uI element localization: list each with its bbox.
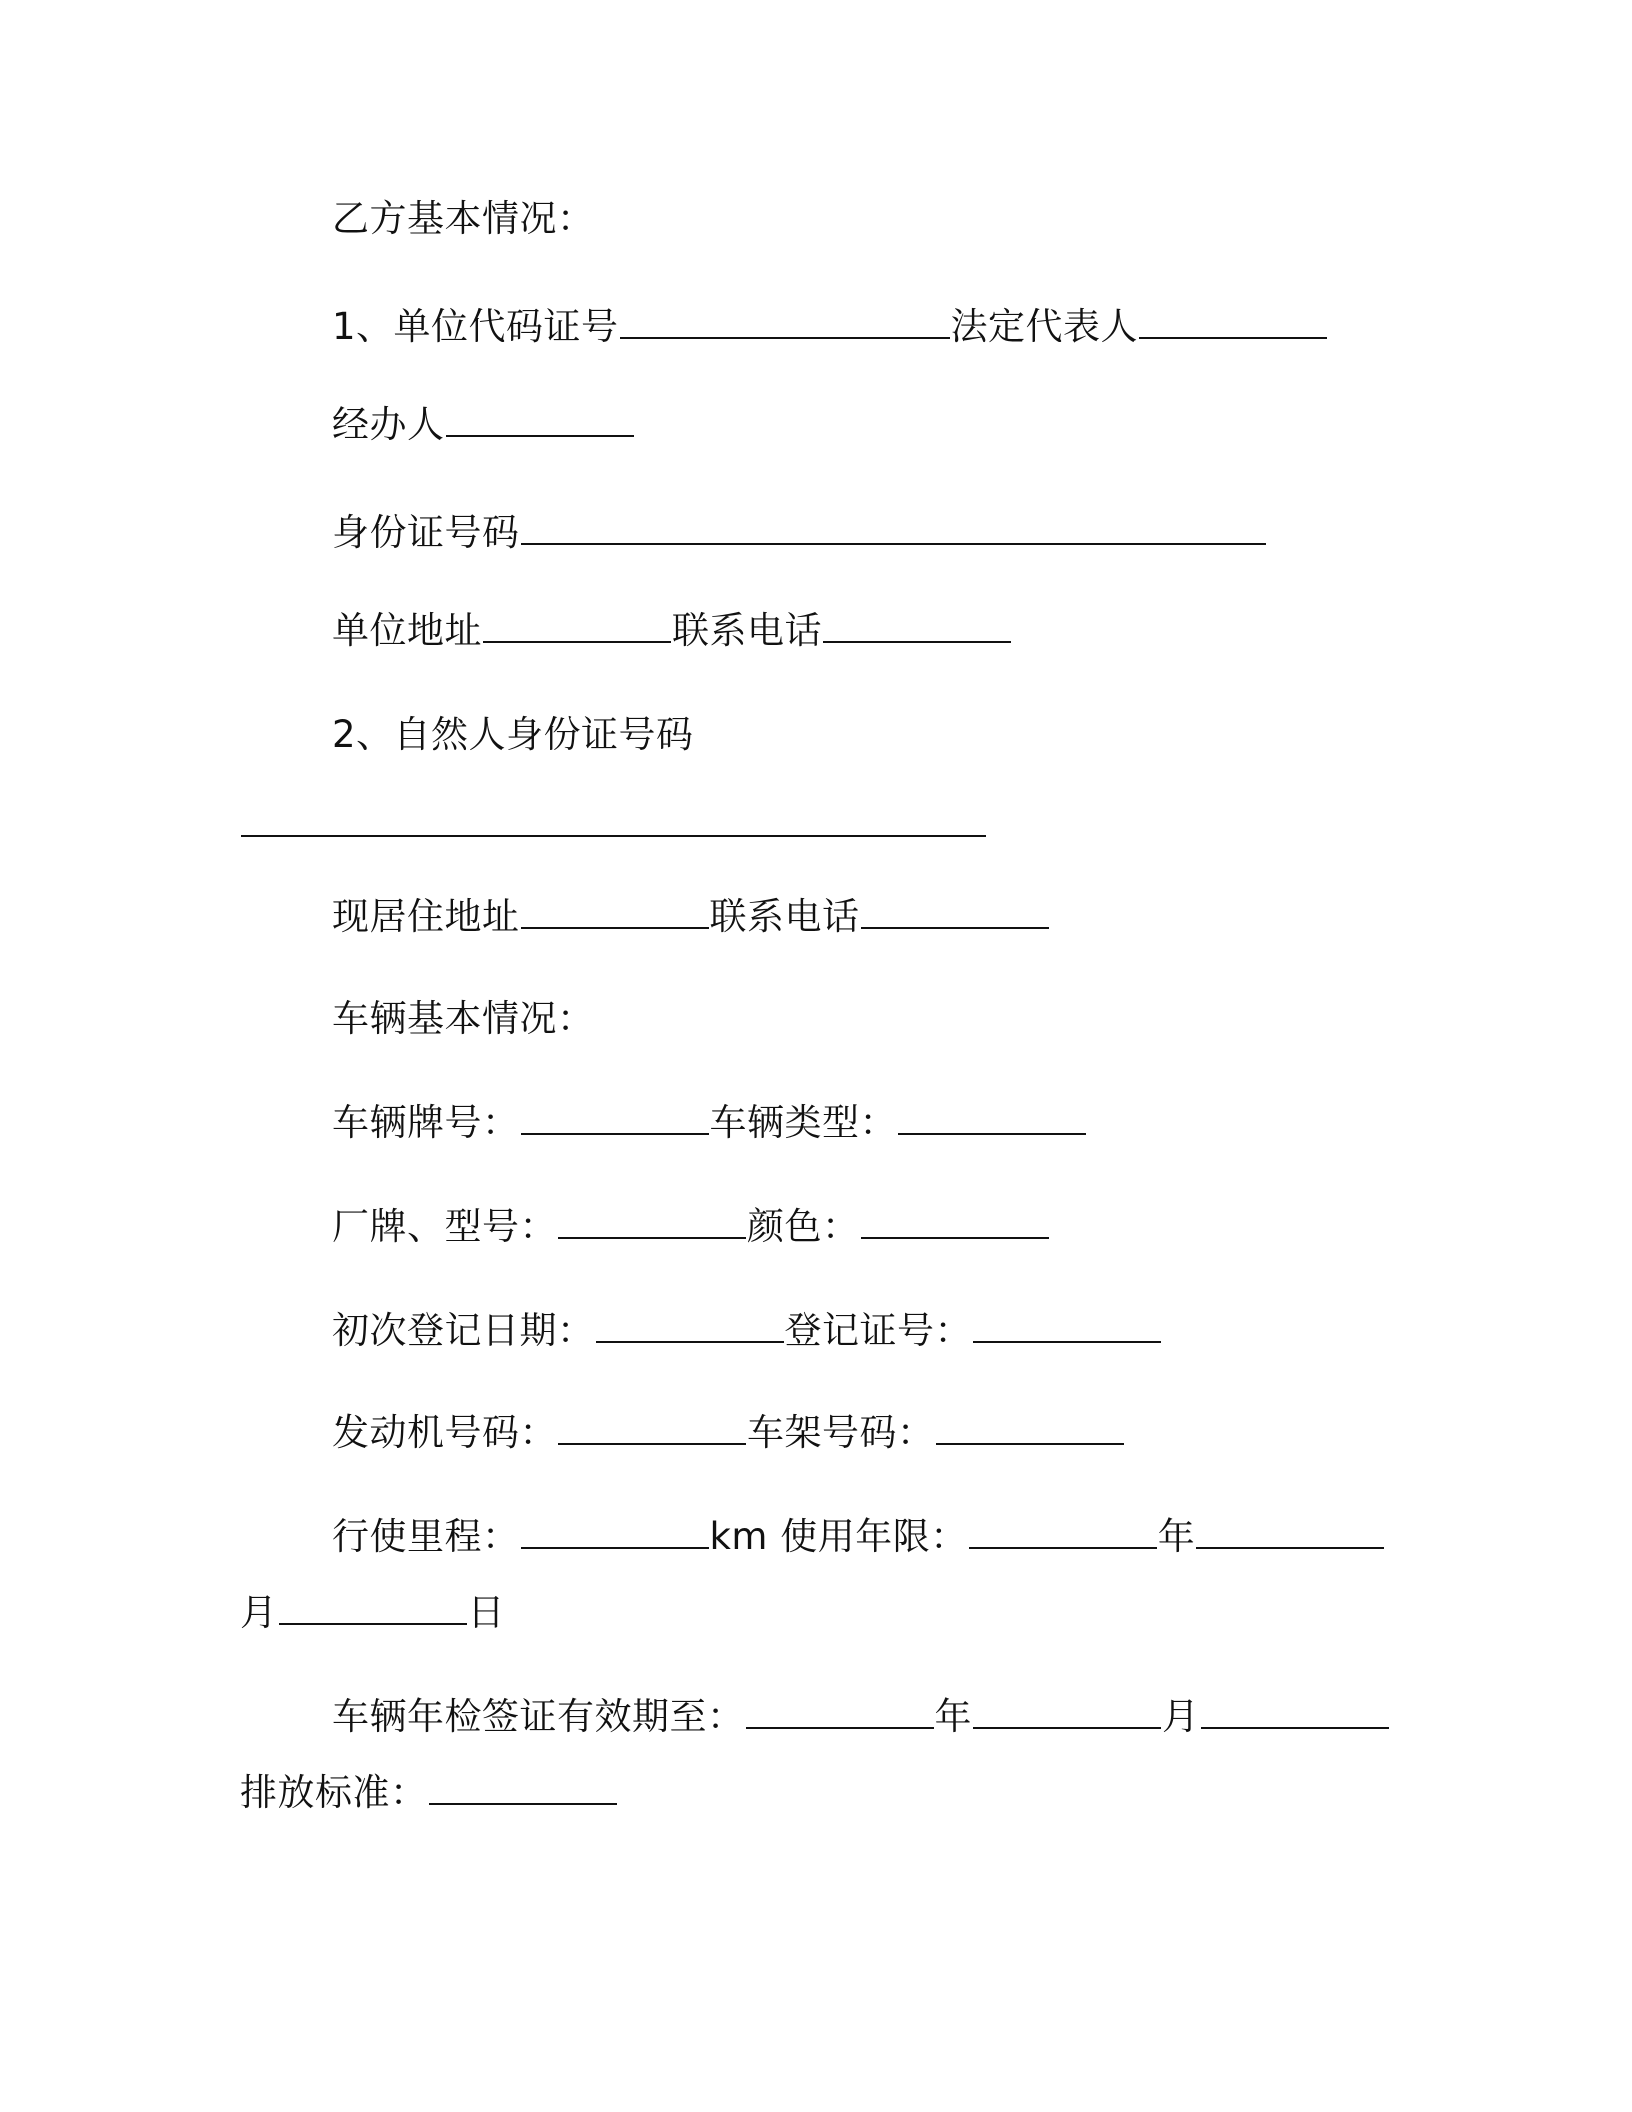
legal-rep-blank[interactable] [1139,336,1327,339]
inspection-year-blank[interactable] [746,1726,934,1729]
phone-label-2: 联系电话 [709,895,860,938]
mileage-unit: km [709,1515,768,1558]
mileage-label: 行使里程： [332,1515,520,1558]
emission-label: 排放标准： [240,1771,428,1814]
natural-person-row [332,713,694,756]
phone-blank[interactable] [823,640,1011,643]
reg-cert-blank[interactable] [973,1340,1161,1343]
first-reg-label: 初次登记日期： [332,1309,595,1352]
vehicle-heading [332,997,595,1040]
plate-label: 车辆牌号： [332,1101,520,1144]
frame-blank[interactable] [936,1442,1124,1445]
natural-person-label: 2、自然人身份证号码 [332,713,694,756]
mileage-blank[interactable] [521,1546,709,1549]
phone-label: 联系电话 [672,609,822,652]
id-label: 身份证号码 [332,511,520,554]
first-reg-row [332,1309,1162,1352]
color-label: 颜色： [747,1205,860,1248]
residence-label: 现居住地址 [332,895,520,938]
inspection-month-blank[interactable] [973,1726,1161,1729]
agent-label: 经办人 [332,403,445,446]
use-years-day-blank[interactable] [279,1622,467,1625]
use-years-month-blank[interactable] [1196,1546,1384,1549]
org-code-blank[interactable] [620,336,950,339]
type-label: 车辆类型： [709,1101,897,1144]
agent-row [332,403,635,446]
reg-cert-label: 登记证号： [784,1309,972,1352]
mileage-row [332,1515,1385,1558]
plate-row [332,1101,1087,1144]
inspection-year-label: 年 [934,1695,972,1738]
org-code-label: 1、单位代码证号 [332,305,619,348]
engine-row [332,1411,1125,1454]
unit-address-blank[interactable] [483,640,671,643]
residence-row [332,895,1050,938]
inspection-label: 车辆年检签证有效期至： [332,1695,745,1738]
legal-rep-label: 法定代表人 [950,305,1139,348]
mileage-row-cont [240,1591,505,1634]
inspection-day-blank[interactable] [1201,1726,1389,1729]
first-reg-blank[interactable] [596,1340,784,1343]
day-label: 日 [467,1591,505,1634]
frame-label: 车架号码： [747,1411,935,1454]
natural-person-id-row [240,806,987,843]
brand-blank[interactable] [558,1236,746,1239]
unit-address-label: 单位地址 [332,609,482,652]
phone-blank-2[interactable] [861,926,1049,929]
use-years-year-blank[interactable] [969,1546,1157,1549]
inspection-row [332,1695,1390,1738]
plate-blank[interactable] [521,1132,709,1135]
party-b-heading-text: 乙方基本情况： [332,197,595,240]
id-row [332,511,1267,554]
emission-row [240,1771,618,1814]
year-label: 年 [1157,1515,1196,1558]
id-blank[interactable] [521,542,1266,545]
residence-blank[interactable] [521,926,709,929]
type-blank[interactable] [898,1132,1086,1135]
inspection-month-label: 月 [1162,1695,1200,1738]
unit-address-row [332,609,1012,652]
month-label: 月 [240,1591,278,1634]
vehicle-heading-text: 车辆基本情况： [332,997,595,1040]
natural-person-id-blank[interactable] [241,834,986,837]
brand-label: 厂牌、型号： [332,1205,557,1248]
engine-blank[interactable] [558,1442,746,1445]
brand-row [332,1205,1050,1248]
use-years-label: 使用年限： [780,1515,968,1558]
emission-blank[interactable] [429,1802,617,1805]
party-b-heading [332,197,595,240]
agent-blank[interactable] [446,434,634,437]
engine-label: 发动机号码： [332,1411,557,1454]
org-code-row [332,305,1328,348]
color-blank[interactable] [861,1236,1049,1239]
